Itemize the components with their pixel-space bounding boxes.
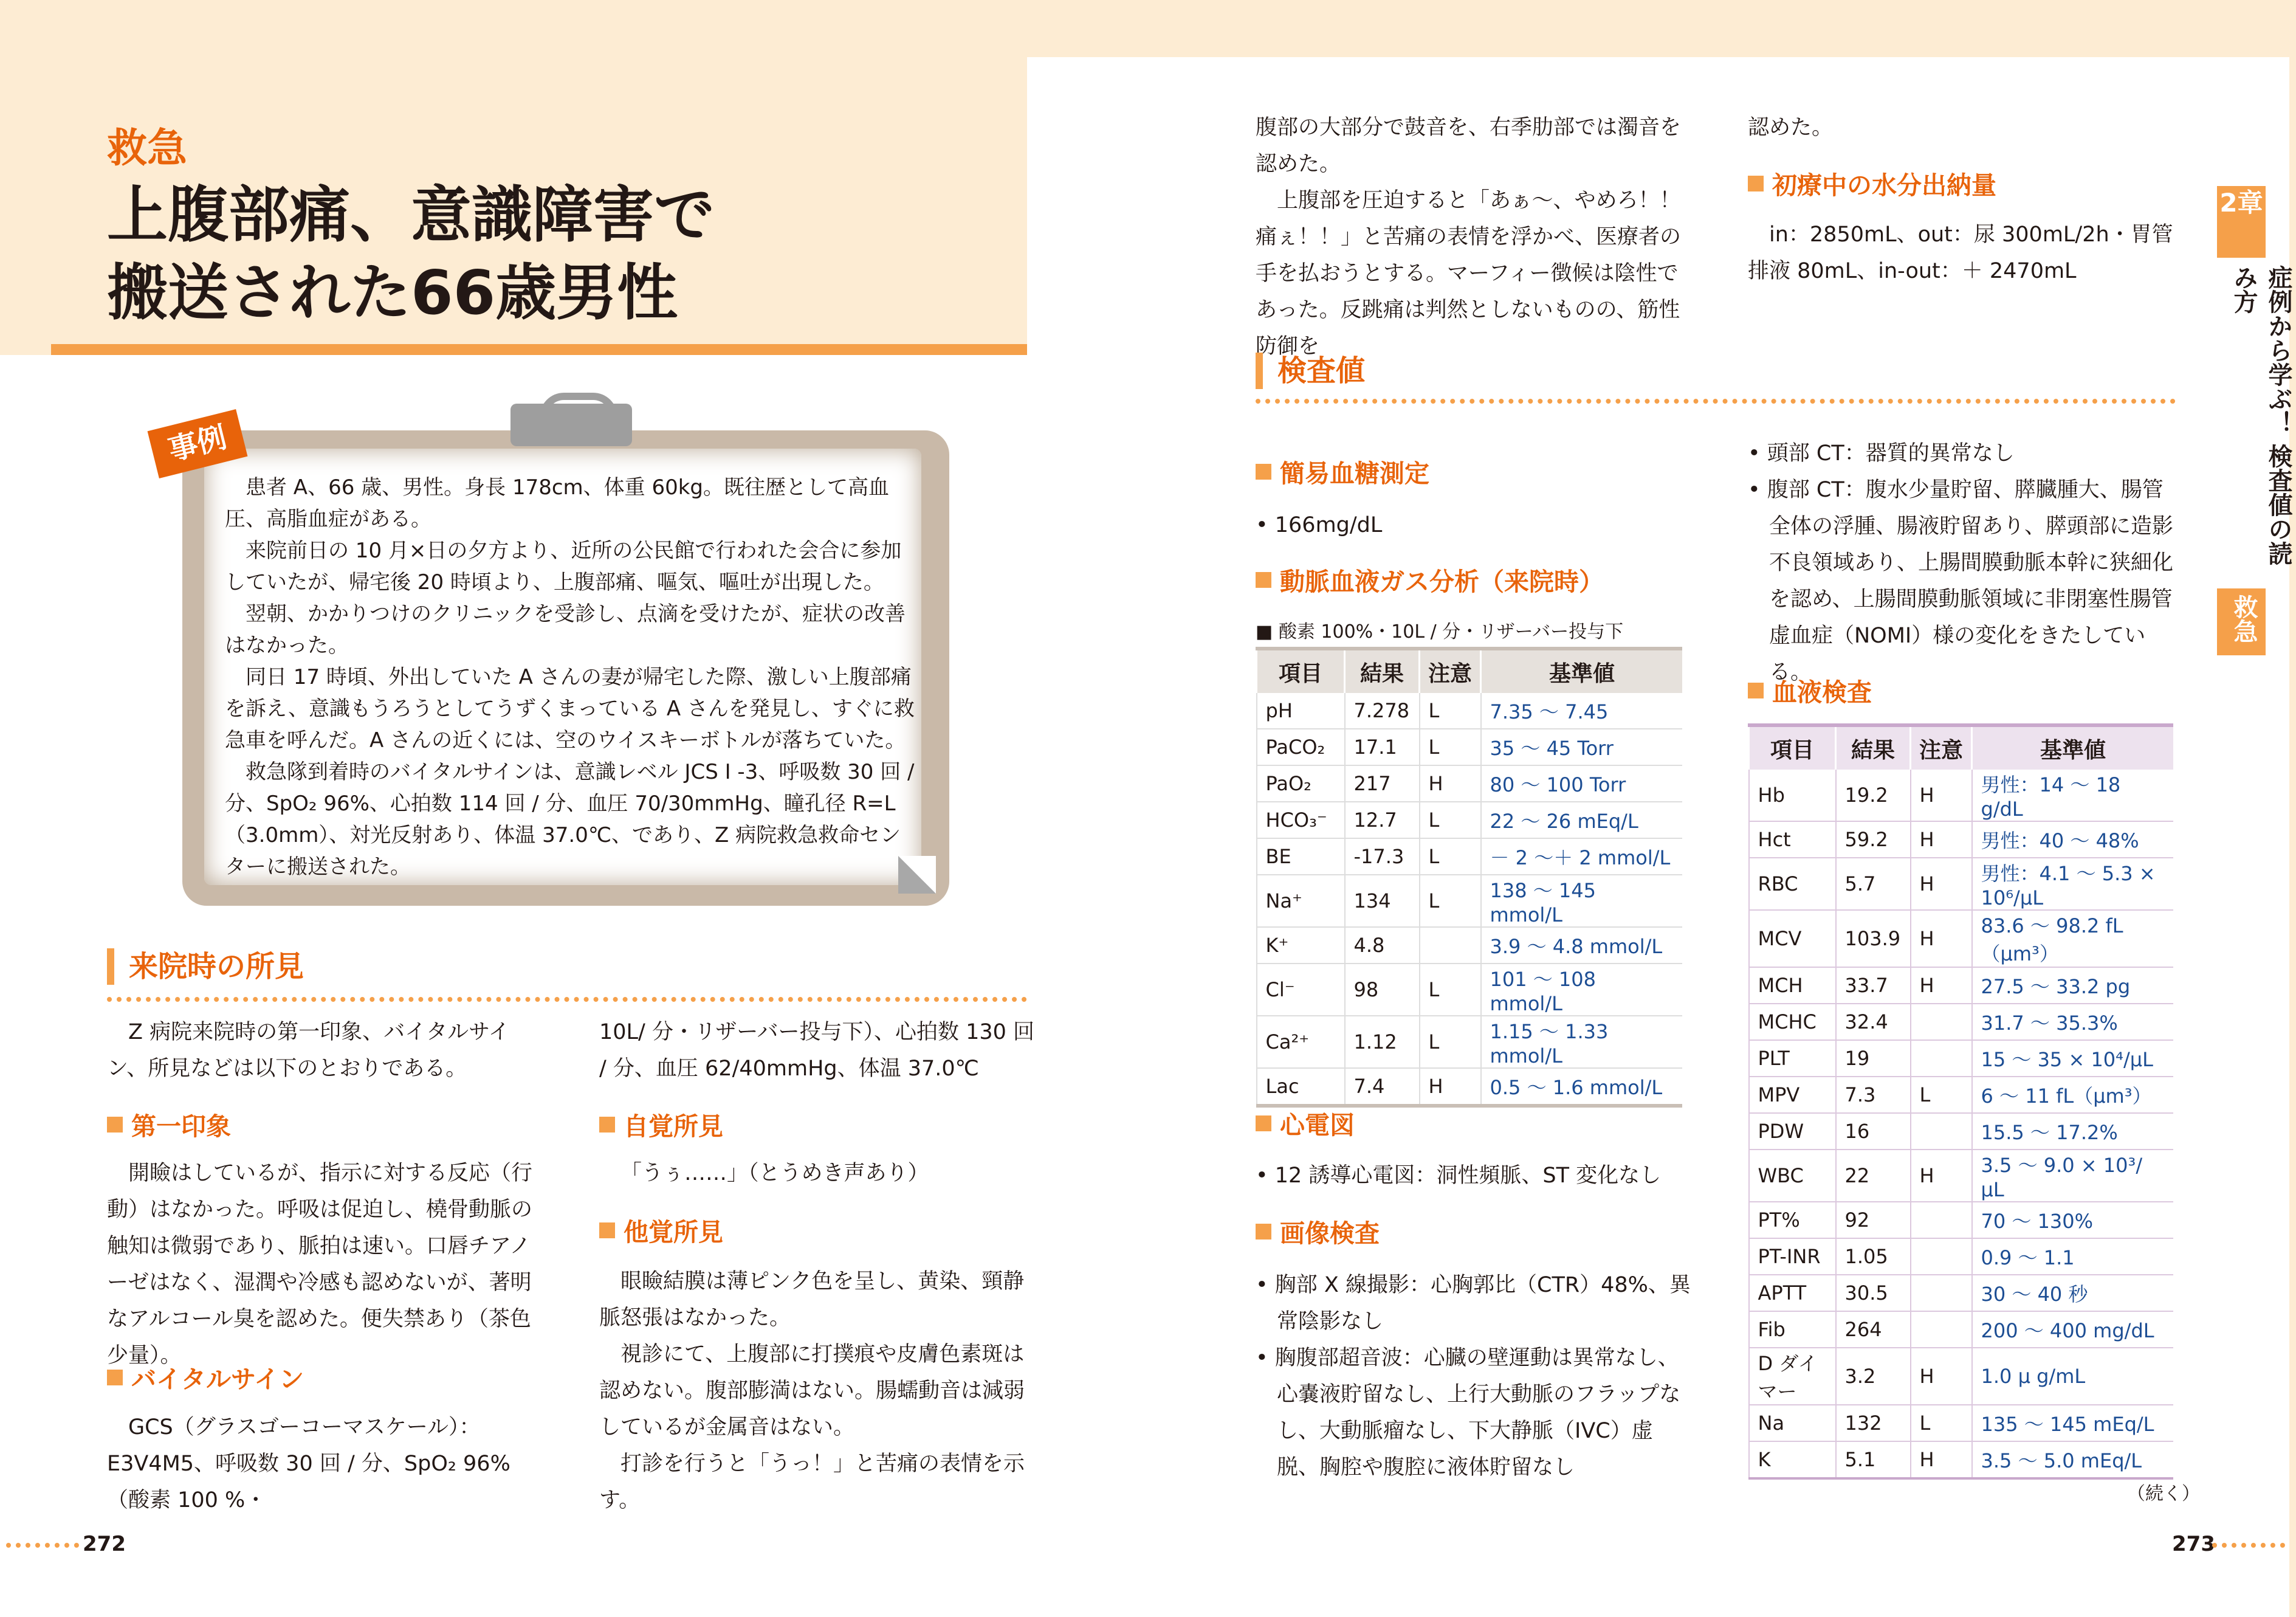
ct-item: • 腹部 CT：腹水少量貯留、膵臓腫大、腸管全体の浮腫、腸液貯留あり、膵頭部に造影不良領域あり、上腸間膜動脈本幹に狭細化を認め、上腸間膜動脈領域に非閉塞性腸管虚血症（NOMI）様の変化をきたしている。 <box>1748 478 2174 684</box>
table-cell: PT-INR <box>1749 1238 1836 1275</box>
right-col2-top <box>1748 109 2173 146</box>
table-cell: H <box>1911 821 1972 858</box>
table-cell: 6 ～ 11 fL（μm³） <box>1972 1077 2174 1113</box>
table-row <box>1257 927 1683 964</box>
table-cell: 134 <box>1345 875 1420 927</box>
clipboard-clip-icon <box>510 404 632 446</box>
objective-heading: 他覚所見 <box>599 1212 723 1248</box>
table-cell <box>1911 1238 1972 1275</box>
table-cell: MCV <box>1749 910 1836 967</box>
table-row <box>1749 1150 2174 1202</box>
findings-heading: 来院時の所見 <box>107 948 304 985</box>
abg-heading: 動脈血液ガス分析（来院時） <box>1256 562 1604 598</box>
table-cell: H <box>1911 1441 1972 1478</box>
ecg-text: • 12 誘導心電図：洞性頻脈、ST 変化なし <box>1256 1164 1662 1188</box>
table-cell <box>1420 927 1481 964</box>
first-impression-block <box>107 1155 545 1374</box>
table-cell: L <box>1911 1077 1972 1113</box>
case-tag: 事例 <box>148 409 248 478</box>
table-cell: 7.4 <box>1345 1068 1420 1106</box>
dotted-divider <box>1256 399 2176 404</box>
right-col1-top <box>1256 109 1693 365</box>
table-cell: 7.278 <box>1345 693 1420 729</box>
table-row <box>1749 1275 2174 1311</box>
table-row <box>1749 858 2174 910</box>
table-cell: RBC <box>1749 858 1836 910</box>
abdomen-text-cont: 認めた。 <box>1748 116 1834 140</box>
table-row <box>1749 1040 2174 1077</box>
case-para: 同日 17 時頃、外出していた A さんの妻が帰宅した際、激しい上腹部痛を訴え、意識もうろうとしてうずくまっている A さんを発見し、すぐに救急車を呼んだ。A さんの近くには、空のウイスキーボトルが落ちていた。 <box>225 665 915 753</box>
table-cell: 3.2 <box>1836 1348 1911 1405</box>
case-para: 来院前日の 10 月×日の夕方より、近所の公民館で行われた会合に参加していたが、帰宅後 20 時頃より、上腹部痛、嘔気、嘔吐が出現した。 <box>225 539 902 595</box>
table-cell: 132 <box>1836 1405 1911 1441</box>
table-cell <box>1911 1202 1972 1238</box>
table-cell: Lac <box>1257 1068 1345 1106</box>
vital-block <box>107 1409 545 1519</box>
category-label: 救急 <box>107 125 187 171</box>
table-cell: H <box>1911 910 1972 967</box>
imaging-item: • 胸部 X 線撮影：心胸郭比（CTR）48%、異常陰影なし <box>1256 1273 1691 1334</box>
table-cell: H <box>1911 858 1972 910</box>
table-cell: 264 <box>1836 1311 1911 1348</box>
table-cell: 35 ～ 45 Torr <box>1481 729 1683 765</box>
io-block <box>1748 216 2173 289</box>
table-cell: BE <box>1257 838 1345 875</box>
table-row <box>1257 729 1683 765</box>
table-cell: PaO₂ <box>1257 765 1345 802</box>
col-header: 項目 <box>1257 649 1345 693</box>
table-cell <box>1911 1040 1972 1077</box>
top-left-band <box>0 57 51 355</box>
table-cell: 0.5 ～ 1.6 mmol/L <box>1481 1068 1683 1106</box>
io-heading: 初療中の水分出納量 <box>1748 165 1996 201</box>
table-row <box>1257 875 1683 927</box>
table-cell: HCO₃⁻ <box>1257 802 1345 838</box>
table-cell: 7.35 ～ 7.45 <box>1481 693 1683 729</box>
case-para: 患者 A、66 歳、男性。身長 178cm、体重 60kg。既往歴として高血圧、高脂血症がある。 <box>225 475 889 531</box>
table-row <box>1749 910 2174 967</box>
table-cell: Hb <box>1749 770 1836 821</box>
table-cell: H <box>1911 967 1972 1004</box>
findings-intro: Z 病院来院時の第一印象、バイタルサイン、所見などは以下のとおりである。 <box>107 1020 510 1081</box>
ecg-heading: 心電図 <box>1256 1105 1355 1141</box>
col-header: 結果 <box>1345 649 1420 693</box>
table-cell: -17.3 <box>1345 838 1420 875</box>
subjective-block <box>599 1155 1037 1191</box>
table-row <box>1749 770 2174 821</box>
table-cell: 32.4 <box>1836 1004 1911 1040</box>
table-row <box>1749 1113 2174 1150</box>
table-cell: 7.3 <box>1836 1077 1911 1113</box>
table-cell: 92 <box>1836 1202 1911 1238</box>
table-row <box>1257 802 1683 838</box>
table-cell: MCHC <box>1749 1004 1836 1040</box>
table-cell: 80 ～ 100 Torr <box>1481 765 1683 802</box>
table-cell: L <box>1420 1016 1481 1068</box>
table-cell: 5.7 <box>1836 858 1911 910</box>
table-cell: 12.7 <box>1345 802 1420 838</box>
title-line-2: 搬送された66歳男性 <box>107 257 678 328</box>
table-cell: H <box>1911 1150 1972 1202</box>
dotted-divider <box>107 997 1027 1002</box>
case-para: 救急隊到着時のバイタルサインは、意識レベル JCS Ⅰ -3、呼吸数 30 回 / 分、SpO₂ 96%、心拍数 114 回 / 分、血圧 70/30mmHg、瞳孔径 R=L（3.0mm）、対光反射あり、体温 37.0℃、であり、Z 病院救急救命センターに搬送された。 <box>225 760 915 879</box>
lab-heading: 検査値 <box>1256 353 1365 389</box>
table-cell: K <box>1749 1441 1836 1478</box>
page-title <box>107 176 715 332</box>
title-line-1: 上腹部痛、意識障害で <box>107 179 715 250</box>
table-cell: 1.0 μ g/mL <box>1972 1348 2174 1405</box>
table-cell <box>1911 1275 1972 1311</box>
table-cell: L <box>1420 802 1481 838</box>
first-impression-text: 開瞼はしているが、指示に対する反応（行動）はなかった。呼吸は促迫し、橈骨動脈の触知は微弱であり、脈拍は速い。口唇チアノーゼはなく、湿潤や冷感も認めないが、著明なアルコール臭を認めた。便失禁あり（茶色少量）。 <box>107 1161 533 1368</box>
table-row <box>1749 967 2174 1004</box>
table-cell: pH <box>1257 693 1345 729</box>
table-cell: 男性：4.1 ～ 5.3 × 10⁶/μL <box>1972 858 2174 910</box>
table-cell: 17.1 <box>1345 729 1420 765</box>
table-cell: H <box>1420 1068 1481 1106</box>
table-cell: 3.5 ～ 5.0 mEq/L <box>1972 1441 2174 1478</box>
table-cell: 15 ～ 35 × 10⁴/μL <box>1972 1040 2174 1077</box>
table-row <box>1257 765 1683 802</box>
table-row <box>1257 1068 1683 1106</box>
table-row <box>1749 1348 2174 1405</box>
table-cell: L <box>1420 693 1481 729</box>
glucose-value: • 166mg/dL <box>1256 513 1383 537</box>
table-cell: Ca²⁺ <box>1257 1016 1345 1068</box>
table-cell: 4.8 <box>1345 927 1420 964</box>
col-header: 基準値 <box>1972 725 2174 770</box>
vital-text: GCS（グラスゴーコーマスケール）：E3V4M5、呼吸数 30 回 / 分、SpO₂ 96%（酸素 100 %・ <box>107 1415 510 1512</box>
findings-right-column <box>599 1014 1037 1087</box>
table-row <box>1749 1202 2174 1238</box>
table-row <box>1749 1004 2174 1040</box>
objective-block <box>599 1263 1037 1519</box>
table-cell: PLT <box>1749 1040 1836 1077</box>
ct-item: • 頭部 CT：器質的異常なし <box>1748 441 2015 466</box>
objective-para: 視診にて、上腹部に打撲痕や皮膚色素斑は認めない。腹部膨満はない。腸蠕動音は減弱しているが金属音はない。 <box>599 1342 1025 1439</box>
table-cell: 200 ～ 400 mg/dL <box>1972 1311 2174 1348</box>
table-row <box>1257 964 1683 1016</box>
findings-left-column <box>107 1014 545 1087</box>
table-cell: WBC <box>1749 1150 1836 1202</box>
table-cell: Na⁺ <box>1257 875 1345 927</box>
objective-para: 眼瞼結膜は薄ピンク色を呈し、黄染、頸静脈怒張はなかった。 <box>599 1269 1025 1330</box>
page-number-right: 273 <box>2172 1532 2215 1556</box>
abg-table <box>1256 647 1682 1108</box>
continued-note: （続く） <box>2127 1483 2200 1505</box>
table-row <box>1257 1016 1683 1068</box>
table-cell: 19 <box>1836 1040 1911 1077</box>
table-cell: L <box>1420 875 1481 927</box>
table-cell: 217 <box>1345 765 1420 802</box>
table-cell: L <box>1420 838 1481 875</box>
subjective-heading: 自覚所見 <box>599 1106 723 1142</box>
col-header: 注意 <box>1420 649 1481 693</box>
table-row <box>1257 838 1683 875</box>
table-cell: 31.7 ～ 35.3% <box>1972 1004 2174 1040</box>
vital-heading: バイタルサイン <box>107 1359 304 1395</box>
case-para: 翌朝、かかりつけのクリニックを受診し、点滴を受けたが、症状の改善はなかった。 <box>225 602 906 658</box>
table-cell: 3.5 ～ 9.0 × 10³/μL <box>1972 1150 2174 1202</box>
page-dots <box>2212 1543 2285 1548</box>
table-cell: 103.9 <box>1836 910 1911 967</box>
table-cell: APTT <box>1749 1275 1836 1311</box>
table-row <box>1749 1238 2174 1275</box>
table-cell: PDW <box>1749 1113 1836 1150</box>
page-dots <box>6 1543 79 1548</box>
table-cell: D ダイマー <box>1749 1348 1836 1405</box>
table-cell: 101 ～ 108 mmol/L <box>1481 964 1683 1016</box>
first-impression-heading: 第一印象 <box>107 1106 231 1142</box>
case-text <box>225 472 918 883</box>
table-cell: 3.9 ～ 4.8 mmol/L <box>1481 927 1683 964</box>
table-cell: MPV <box>1749 1077 1836 1113</box>
col-header: 基準値 <box>1481 649 1683 693</box>
table-cell: H <box>1911 1348 1972 1405</box>
table-cell: PT% <box>1749 1202 1836 1238</box>
table-cell: － 2 ～＋ 2 mmol/L <box>1481 838 1683 875</box>
table-cell: 138 ～ 145 mmol/L <box>1481 875 1683 927</box>
chapter-tab: 2章 <box>2217 186 2266 258</box>
objective-para: 打診を行うと「うっ！」と苦痛の表情を示す。 <box>599 1452 1025 1512</box>
table-cell: 1.15 ～ 1.33 mmol/L <box>1481 1016 1683 1068</box>
blood-heading: 血液検査 <box>1748 672 1872 708</box>
table-cell <box>1911 1113 1972 1150</box>
table-cell: 30 ～ 40 秒 <box>1972 1275 2174 1311</box>
table-cell: 59.2 <box>1836 821 1911 858</box>
table-cell: K⁺ <box>1257 927 1345 964</box>
table-cell: 33.7 <box>1836 967 1911 1004</box>
table-cell: 男性：40 ～ 48% <box>1972 821 2174 858</box>
table-cell <box>1911 1311 1972 1348</box>
table-cell: 16 <box>1836 1113 1911 1150</box>
col-header: 注意 <box>1911 725 1972 770</box>
table-row <box>1749 1405 2174 1441</box>
table-cell: 1.12 <box>1345 1016 1420 1068</box>
imaging-heading: 画像検査 <box>1256 1213 1380 1249</box>
table-row <box>1749 1441 2174 1478</box>
table-cell: 19.2 <box>1836 770 1911 821</box>
table-cell: L <box>1911 1405 1972 1441</box>
col-header: 結果 <box>1836 725 1911 770</box>
table-cell: 22 <box>1836 1150 1911 1202</box>
col-header: 項目 <box>1749 725 1836 770</box>
table-cell: Hct <box>1749 821 1836 858</box>
subjective-text: 「うぅ……」（とうめき声あり） <box>620 1161 929 1185</box>
table-cell: MCH <box>1749 967 1836 1004</box>
table-cell: L <box>1420 729 1481 765</box>
abdomen-text: 腹部の大部分で鼓音を、右季肋部では濁音を認めた。 <box>1256 116 1682 176</box>
table-cell: Cl⁻ <box>1257 964 1345 1016</box>
table-cell: 98 <box>1345 964 1420 1016</box>
table-cell: H <box>1911 770 1972 821</box>
table-cell: 83.6 ～ 98.2 fL（μm³） <box>1972 910 2174 967</box>
table-row <box>1257 693 1683 729</box>
table-cell: 15.5 ～ 17.2% <box>1972 1113 2174 1150</box>
glucose-heading: 簡易血糖測定 <box>1256 453 1429 489</box>
abdomen-text: 上腹部を圧迫すると「あぁ～、やめろ！！痛ぇ！！」と苦痛の表情を浮かべ、医療者の手を払おうとする。マーフィー徴候は陰性であった。反跳痛は判然としないものの、筋性防御を <box>1256 188 1682 359</box>
section-title: 症例から学ぶ！ 検査値の読み方 <box>2230 265 2292 565</box>
vital-text-cont: 10L/ 分・リザーバー投与下）、心拍数 130 回 / 分、血圧 62/40mmHg、体温 37.0℃ <box>599 1020 1035 1081</box>
abg-note: ■ 酸素 100%・10L / 分・リザーバー投与下 <box>1256 621 1624 643</box>
table-cell: L <box>1420 964 1481 1016</box>
title-underline <box>51 344 1027 355</box>
table-row <box>1749 821 2174 858</box>
table-cell: 22 ～ 26 mEq/L <box>1481 802 1683 838</box>
table-row <box>1749 1311 2174 1348</box>
io-text: in：2850mL、out：尿 300mL/2h・胃管排液 80mL、in-out：＋ 2470mL <box>1748 222 2173 283</box>
table-cell: 27.5 ～ 33.2 pg <box>1972 967 2174 1004</box>
table-cell: 70 ～ 130% <box>1972 1202 2174 1238</box>
page-number-left: 272 <box>83 1532 126 1556</box>
blood-table <box>1748 723 2173 1480</box>
table-cell: Na <box>1749 1405 1836 1441</box>
table-cell: PaCO₂ <box>1257 729 1345 765</box>
sidebar-tag: 救急 <box>2230 595 2258 643</box>
table-cell: 135 ～ 145 mEq/L <box>1972 1405 2174 1441</box>
imaging-item: • 胸腹部超音波：心臓の壁運動は異常なし、心嚢液貯留なし、上行大動脈のフラップなし、大動脈瘤なし、下大静脈（IVC）虚脱、胸腔や腹腔に液体貯留なし <box>1256 1346 1681 1480</box>
table-cell <box>1911 1004 1972 1040</box>
table-cell: 男性：14 ～ 18 g/dL <box>1972 770 2174 821</box>
imaging-list <box>1256 1267 1693 1486</box>
table-cell: 1.05 <box>1836 1238 1911 1275</box>
table-cell: Fib <box>1749 1311 1836 1348</box>
table-cell: H <box>1420 765 1481 802</box>
table-row <box>1749 1077 2174 1113</box>
table-cell: 5.1 <box>1836 1441 1911 1478</box>
ct-list <box>1748 435 2173 691</box>
table-cell: 0.9 ～ 1.1 <box>1972 1238 2174 1275</box>
table-cell: 30.5 <box>1836 1275 1911 1311</box>
